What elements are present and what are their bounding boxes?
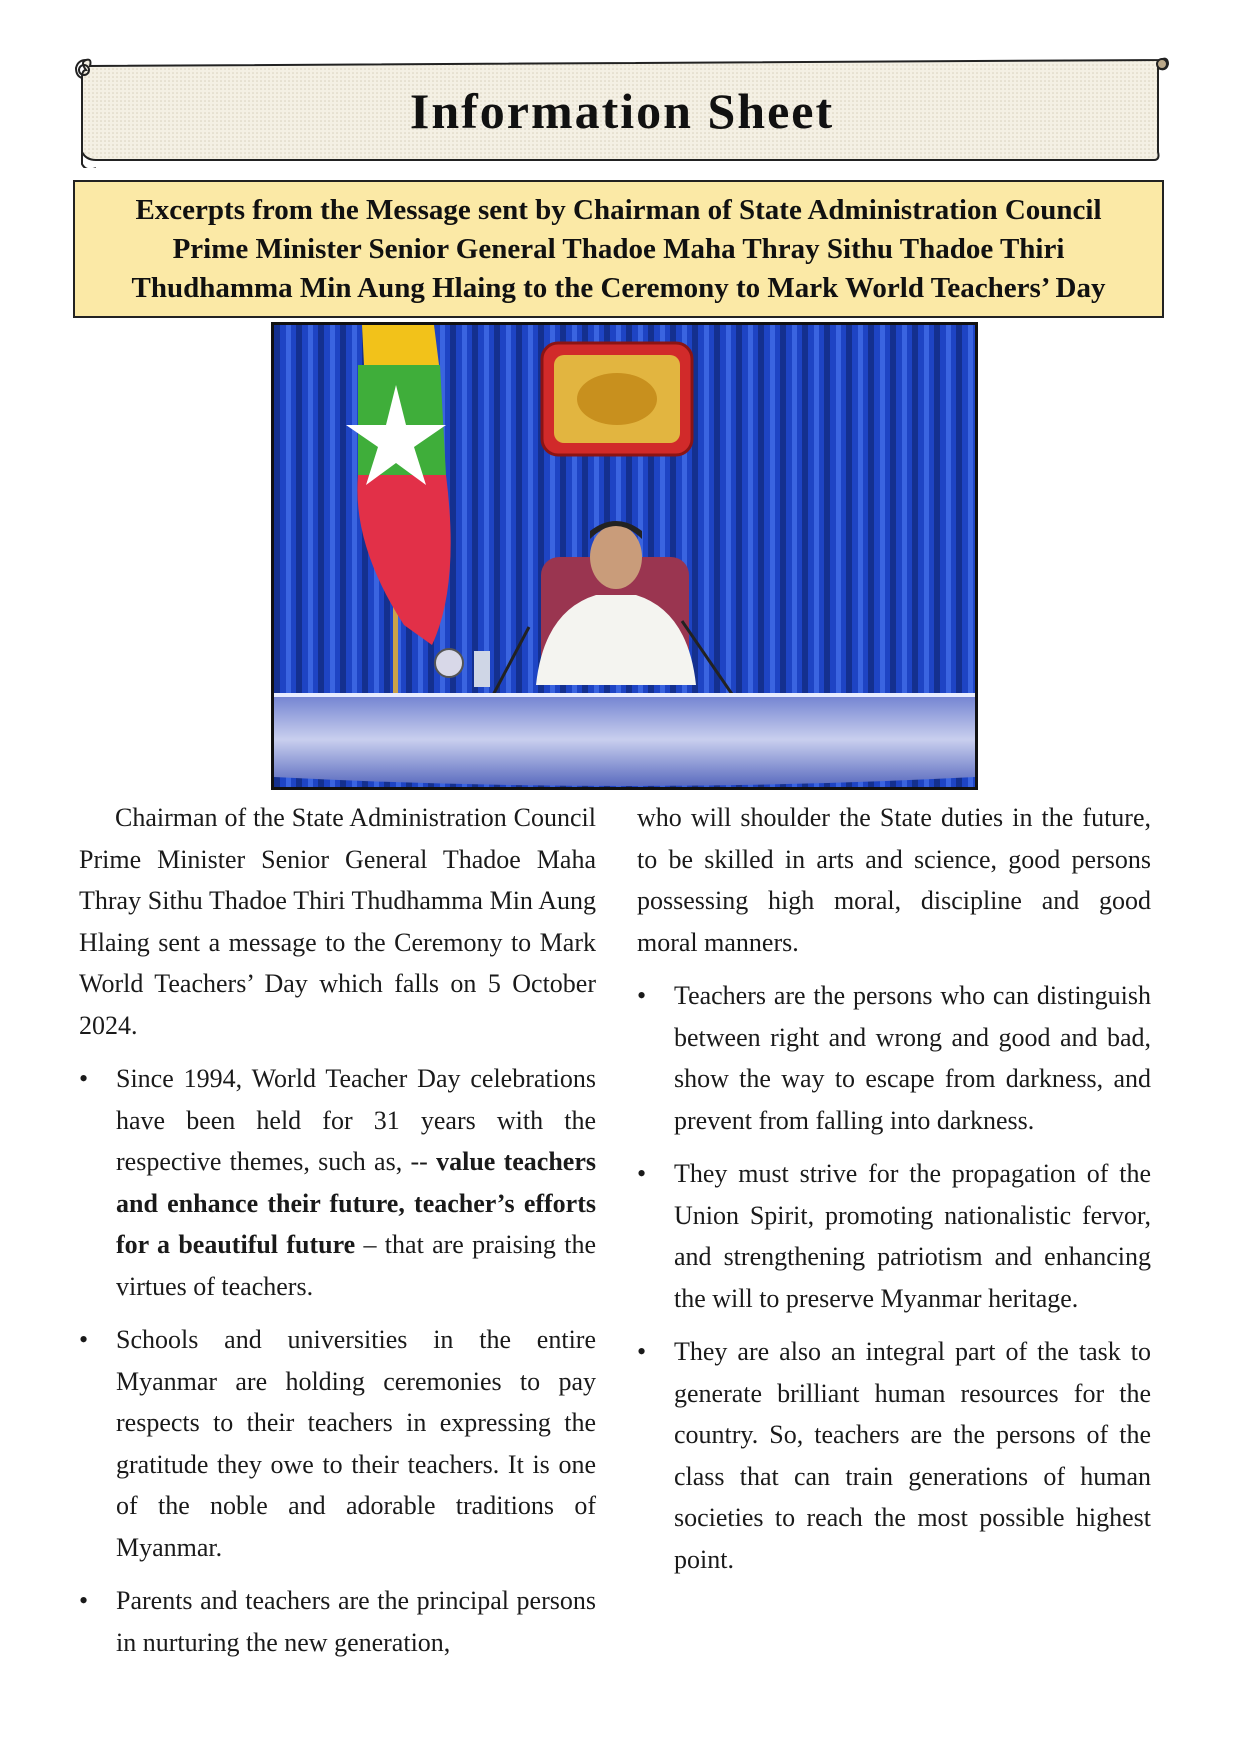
bullet-text: – that are praising the virtues of teachers. xyxy=(116,1230,596,1301)
list-item: • Parents and teachers are the principal persons in nurturing the new generation, xyxy=(79,1580,596,1663)
subtitle-line: Excerpts from the Message sent by Chairman of State Administration Council xyxy=(135,193,1102,226)
subtitle-line: Prime Minister Senior General Thadoe Maha Thray Sithu Thadoe Thiri xyxy=(172,232,1065,265)
bullet-bold-text: value teachers and enhance their future, teacher’s efforts for a beautiful future xyxy=(116,1147,596,1259)
bullet-list xyxy=(79,1058,596,1663)
photo xyxy=(271,322,978,790)
page-title: Information Sheet xyxy=(409,83,835,139)
bullet-text: Since 1994, World Teacher Day celebrations have been held for 31 years with the respective themes, such as, -- xyxy=(116,1064,596,1176)
subtitle-line: Thudhamma Min Aung Hlaing to the Ceremony to Mark World Teachers’ Day xyxy=(131,271,1106,304)
subtitle-box xyxy=(73,180,1164,318)
list-item xyxy=(79,1058,596,1307)
title-banner xyxy=(72,56,1172,168)
list-item: • They must strive for the propagation of the Union Spirit, promoting nationalistic fervor, and strengthening patriotism and enhancing the will to preserve Myanmar heritage. xyxy=(637,1153,1151,1319)
left-column xyxy=(79,797,596,1663)
state-emblem-icon xyxy=(542,343,692,455)
continued-paragraph: who will shoulder the State duties in the future, to be skilled in arts and science, good persons possessing high moral, discipline and good moral manners. xyxy=(637,803,1151,957)
list-item: • They are also an integral part of the task to generate brilliant human resources for the country. So, teachers are the persons of the class that can train generations of human societies to reach the most possible highest point. xyxy=(637,1331,1151,1580)
list-item: • Teachers are the persons who can distinguish between right and wrong and good and bad, show the way to escape from darkness, and prevent from falling into darkness. xyxy=(637,975,1151,1141)
intro-paragraph: Chairman of the State Administration Council Prime Minister Senior General Thadoe Maha Thray Sithu Thadoe Thiri Thudhamma Min Aung Hlaing sent a message to the Ceremony to Mark World Teachers’ Day which falls on 5 October 2024. xyxy=(79,803,596,1040)
list-item: • Schools and universities in the entire Myanmar are holding ceremonies to pay respects to their teachers in expressing the gratitude they owe to their teachers. It is one of the noble and adorable traditions of Myanmar. xyxy=(79,1319,596,1568)
right-column xyxy=(637,797,1151,1580)
bullet-list xyxy=(637,975,1151,1580)
